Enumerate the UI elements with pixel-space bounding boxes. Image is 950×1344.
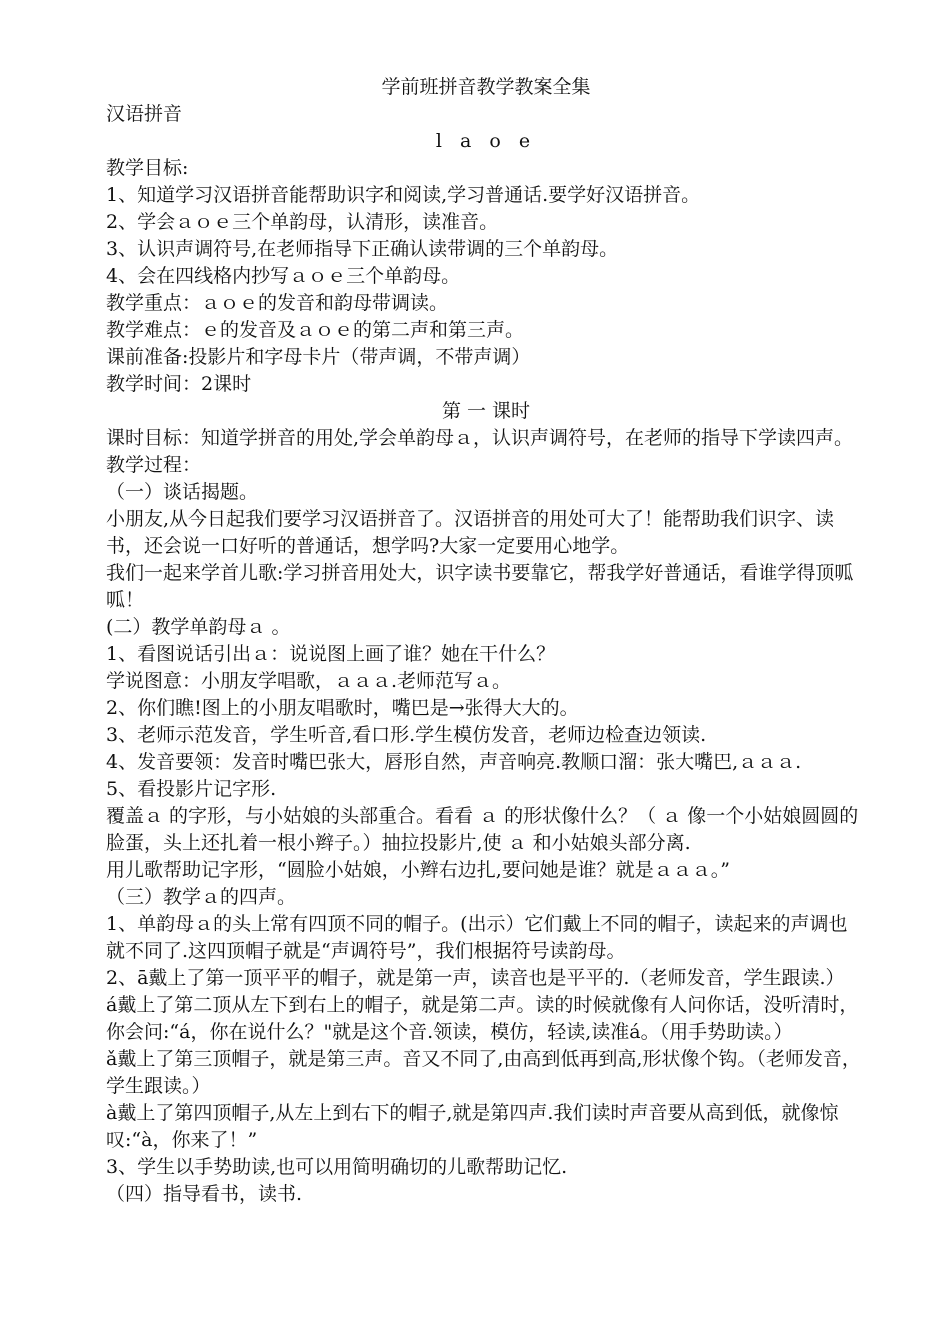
text-line: 1、知道学习汉语拼音能帮助识字和阅读,学习普通话.要学好汉语拼音。: [106, 184, 701, 206]
lesson-heading: l a o e: [435, 130, 537, 152]
paragraph: 覆盖ａ 的字形，与小姑娘的头部重合。看看 ａ 的形状像什么？（ ａ 像一个小姑娘圆圆的脸蛋，头上还扎着一根小辫子。）抽拉投影片,使 ａ 和小姑娘头部分离.: [106, 805, 859, 854]
text-line: 教学难点：ｅ的发音及ａｏｅ的第二声和第三声。: [106, 319, 525, 341]
paragraph: 4、发音要领：发音时嘴巴张大，唇形自然，声音响亮.教顺口溜：张大嘴巴,ａａａ.: [106, 751, 802, 773]
paragraph: 2、ā戴上了第一顶平平的帽子，就是第一声，读音也是平平的.（老师发音，学生跟读.）: [106, 967, 845, 989]
paragraph: 用儿歌帮助记字形，“圆脸小姑娘，小辫右边扎,要问她是谁？就是ａａａ。”: [106, 859, 730, 881]
paragraph: (二）教学单韵母ａ 。: [106, 616, 291, 638]
paragraph: á戴上了第二顶从左下到右上的帽子，就是第二声。读的时候就像有人问你话，没听清时，你会问:“á，你在说什么？"就是这个音.领读，模仿，轻读,读准á。（用手势助读。）: [106, 994, 859, 1043]
paragraph: 教学过程：: [106, 454, 202, 476]
paragraph: （一）谈话揭题。: [106, 481, 259, 503]
text-line: 教学重点：ａｏｅ的发音和韵母带调读。: [106, 292, 449, 314]
text-line: 教学目标:: [106, 157, 189, 179]
document-body: [106, 74, 866, 1208]
section-heading: 第 一 课时: [441, 400, 531, 422]
paragraph: ǎ戴上了第三顶帽子，就是第三声。音又不同了,由高到低再到高,形状像个钩。（老师发音，学生跟读。）: [106, 1048, 861, 1097]
paragraph: à戴上了第四顶帽子,从左上到右下的帽子,就是第四声.我们读时声音要从高到低，就像惊叹:“à，你来了！”: [106, 1102, 839, 1151]
paragraph: 1、单韵母ａ的头上常有四顶不同的帽子。(出示）它们戴上不同的帽子，读起来的声调也就不同了.这四顶帽子就是“声调符号”，我们根据符号读韵母。: [106, 913, 848, 962]
paragraph: （四）指导看书，读书.: [106, 1183, 303, 1205]
paragraph: 我们一起来学首儿歌:学习拼音用处大，识字读书要靠它，帮我学好普通话，看谁学得顶呱呱！: [106, 562, 854, 611]
document-title: 学前班拼音教学教案全集: [381, 76, 591, 98]
paragraph: 2、你们瞧!图上的小朋友唱歌时，嘴巴是→张得大大的。: [106, 697, 579, 719]
paragraph: 1、看图说话引出ａ：说说图上画了谁？她在干什么？: [106, 643, 556, 665]
paragraph: 5、看投影片记字形.: [106, 778, 277, 800]
paragraph: 3、老师示范发音，学生听音,看口形.学生模仿发音，老师边检查边领读.: [106, 724, 707, 746]
subject-label: 汉语拼音: [106, 103, 183, 125]
text-line: 教学时间：2课时: [106, 373, 252, 395]
paragraph: 课时目标：知道学拼音的用处,学会单韵母ａ，认识声调符号，在老师的指导下学读四声。: [106, 427, 854, 449]
paragraph: 3、学生以手势助读,也可以用简明确切的儿歌帮助记忆.: [106, 1156, 568, 1178]
text-line: 3、认识声调符号,在老师指导下正确认读带调的三个单韵母。: [106, 238, 619, 260]
paragraph: （三）教学ａ的四声。: [106, 886, 297, 908]
text-line: 2、学会ａｏｅ三个单韵母，认清形，读准音。: [106, 211, 499, 233]
paragraph: 小朋友,从今日起我们要学习汉语拼音了。汉语拼音的用处可大了！能帮助我们识字、读书，还会说一口好听的普通话，想学吗?大家一定要用心地学。: [106, 508, 835, 557]
text-line: 课前准备:投影片和字母卡片（带声调，不带声调）: [106, 346, 531, 368]
paragraph: 学说图意：小朋友学唱歌，ａａａ.老师范写ａ。: [106, 670, 512, 692]
text-line: 4、会在四线格内抄写ａｏｅ三个单韵母。: [106, 265, 461, 287]
